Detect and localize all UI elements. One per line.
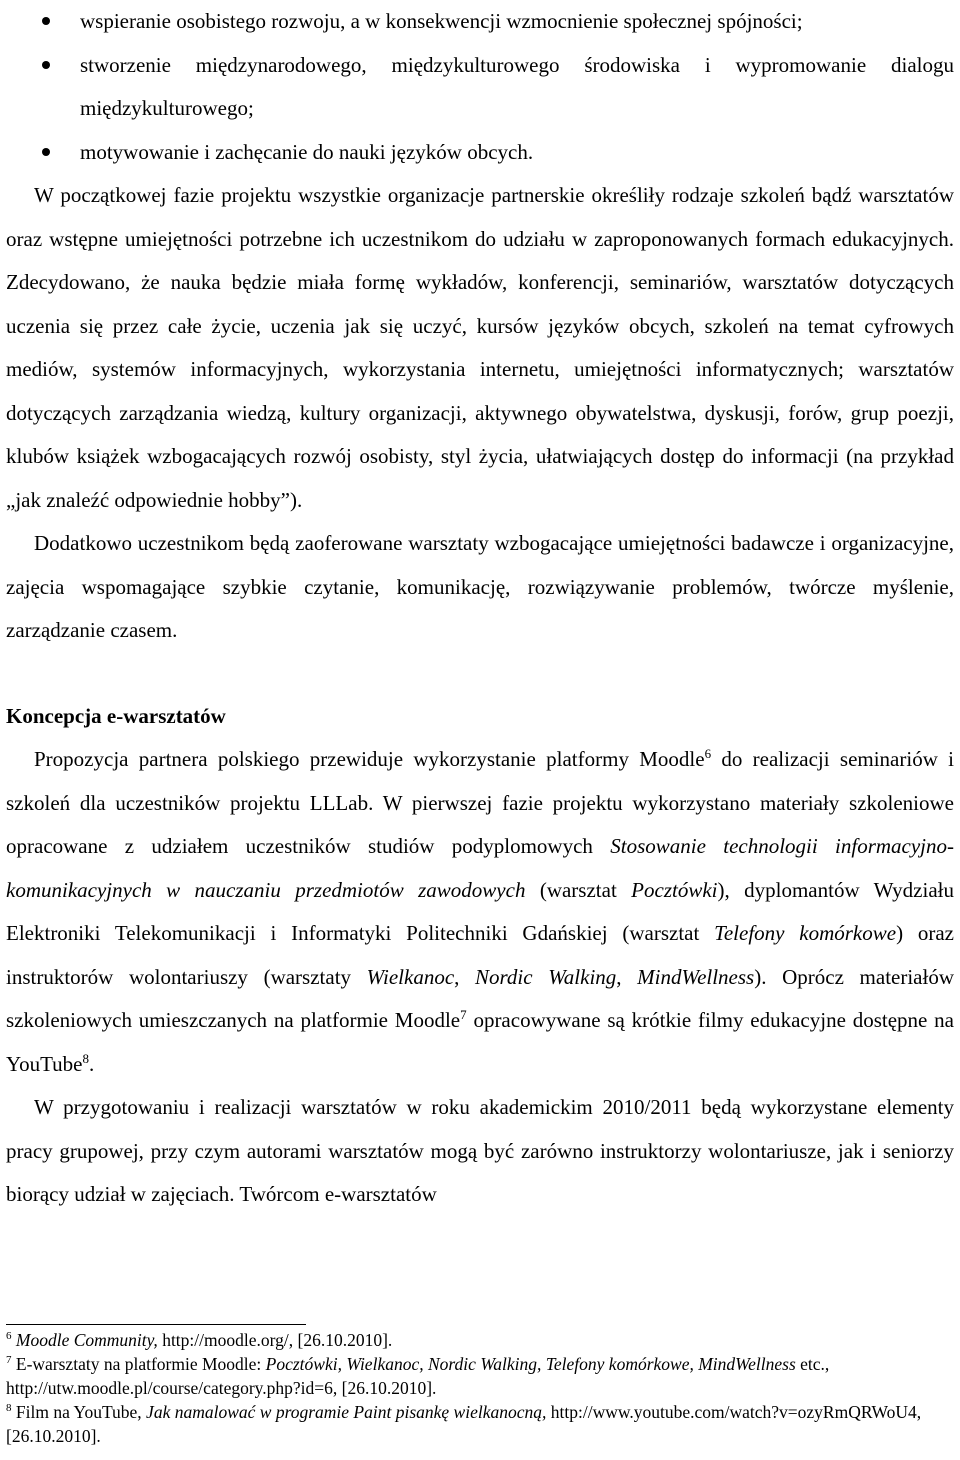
footnote-italic: Moodle Community, bbox=[15, 1330, 158, 1350]
text-run: . bbox=[88, 1051, 95, 1076]
workshop-name: Telefony komórkowe bbox=[714, 921, 897, 945]
footnote-ref[interactable]: 7 bbox=[460, 1007, 467, 1022]
section-heading: Koncepcja e-warsztatów bbox=[6, 703, 226, 728]
bullet-item: stworzenie międzynarodowego, międzykulturowego środowiska i wypromowanie dialogu międzykulturowego; bbox=[6, 44, 954, 131]
footnote-number: 6 bbox=[6, 1330, 12, 1342]
text-run: Propozycja partnera polskiego przewiduje wykorzystanie platformy Moodle bbox=[34, 747, 705, 771]
footnote-lead: E-warsztaty na platformie Moodle: bbox=[11, 1354, 266, 1374]
text-run: do realizacji seminariów i szkoleń dla uczestników projektu LLLab. W pierwszej fazie projektu wykorzystano materiały szkoleniowe opracowane z udziałem uczestników studiów podyplomowych bbox=[6, 747, 954, 858]
footnote-italic: Pocztówki, Wielkanoc, Nordic Walking, Telefony komórkowe, MindWellness bbox=[265, 1354, 796, 1374]
paragraph-workshop-preparation: W przygotowaniu i realizacji warsztatów w roku akademickim 2010/2011 będą wykorzystane elementy pracy grupowej, przy czym autorami warsztatów mogą być zarówno instruktorzy wolontariusze, jak i seniorzy biorący udział w zajęciach. Twórcom e-warsztatów bbox=[6, 1095, 954, 1206]
document-body bbox=[6, 0, 954, 1217]
footnote bbox=[6, 1352, 954, 1400]
text-run: , bbox=[454, 964, 476, 989]
bullet-item: motywowanie i zachęcanie do nauki języków obcych. bbox=[6, 131, 954, 175]
footnote-number: 7 bbox=[6, 1354, 12, 1366]
footnote-separator bbox=[6, 1324, 306, 1325]
footnote-lead: Film na YouTube, bbox=[11, 1402, 147, 1422]
bullet-list bbox=[6, 0, 954, 174]
footnote-italic: Jak namalować w programie Paint pisankę wielkanocną, bbox=[146, 1402, 547, 1422]
workshop-name: MindWellness bbox=[637, 964, 755, 989]
workshop-name: Wielkanoc bbox=[366, 964, 455, 989]
workshop-name: Pocztówki bbox=[631, 877, 718, 902]
text-run: , bbox=[616, 964, 638, 989]
workshop-name: Nordic Walking bbox=[475, 964, 617, 989]
footnote-text: etc., http://utw.moodle.pl/course/category.php?id=6, [26.10.2010]. bbox=[6, 1354, 830, 1398]
footnote bbox=[6, 1400, 954, 1448]
footnote bbox=[6, 1328, 954, 1352]
footnote-number: 8 bbox=[6, 1402, 12, 1414]
paragraph-training-forms: W początkowej fazie projektu wszystkie organizacje partnerskie określiły rodzaje szkoleń bądź warsztatów oraz wstępne umiejętności potrzebne ich uczestnikom do udziału w zaproponowanych formach edukacyjnych. Zdecydowano, że nauka będzie miała formę wykładów, konferencji, seminariów, warsztatów dotyczących uczenia się przez całe życie, uczenia jak się uczyć, kursów języków obcych, szkoleń na temat cyfrowych mediów, systemów informacyjnych, wykorzystania internetu, umiejętności informatycznych; warsztatów dotyczących zarządzania wiedzą, kultury organizacji, aktywnego obywatelstwa, dyskusji, forów, grup poezji, klubów książek wzbogacających rozwój osobisty, styl życia, ułatwiających dostęp do informacji (na przykład „jak znaleźć odpowiednie hobby”). bbox=[6, 183, 954, 512]
bullet-item: wspieranie osobistego rozwoju, a w konsekwencji wzmocnienie społecznej spójności; bbox=[6, 0, 954, 44]
footnote-text: http://moodle.org/, [26.10.2010]. bbox=[157, 1330, 393, 1350]
text-run: (warsztat bbox=[525, 877, 632, 902]
text-run: ) oraz instruktorów wolontariuszy (warsztaty bbox=[6, 921, 954, 989]
footnotes bbox=[6, 1328, 954, 1448]
text-run: opracowywane są krótkie filmy edukacyjne dostępne na YouTube bbox=[6, 1008, 954, 1076]
footnote-text: http://www.youtube.com/watch?v=ozyRmQRWoU4, [26.10.2010]. bbox=[6, 1402, 922, 1446]
footnote-ref[interactable]: 8 bbox=[82, 1050, 89, 1066]
footnote-ref[interactable]: 6 bbox=[704, 746, 712, 761]
text-run: ), dyplomantów Wydziału Elektroniki Telekomunikacji i Informatyki Politechniki Gdańskiej (warsztat bbox=[6, 877, 954, 945]
document-page bbox=[6, 0, 954, 1217]
text-run: ). Oprócz materiałów szkoleniowych umieszczanych na platformie Moodle bbox=[6, 964, 955, 1032]
course-title: Stosowanie technologii informacyjno-komunikacyjnych w nauczaniu przedmiotów zawodowych bbox=[6, 834, 954, 902]
paragraph-additional-workshops: Dodatkowo uczestnikom będą zaoferowane warsztaty wzbogacające umiejętności badawcze i organizacyjne, zajęcia wspomagające szybkie czytanie, komunikację, rozwiązywanie problemów, twórcze myślenie, zarządzanie czasem. bbox=[6, 531, 954, 642]
paragraph-moodle-concept bbox=[6, 738, 954, 1086]
